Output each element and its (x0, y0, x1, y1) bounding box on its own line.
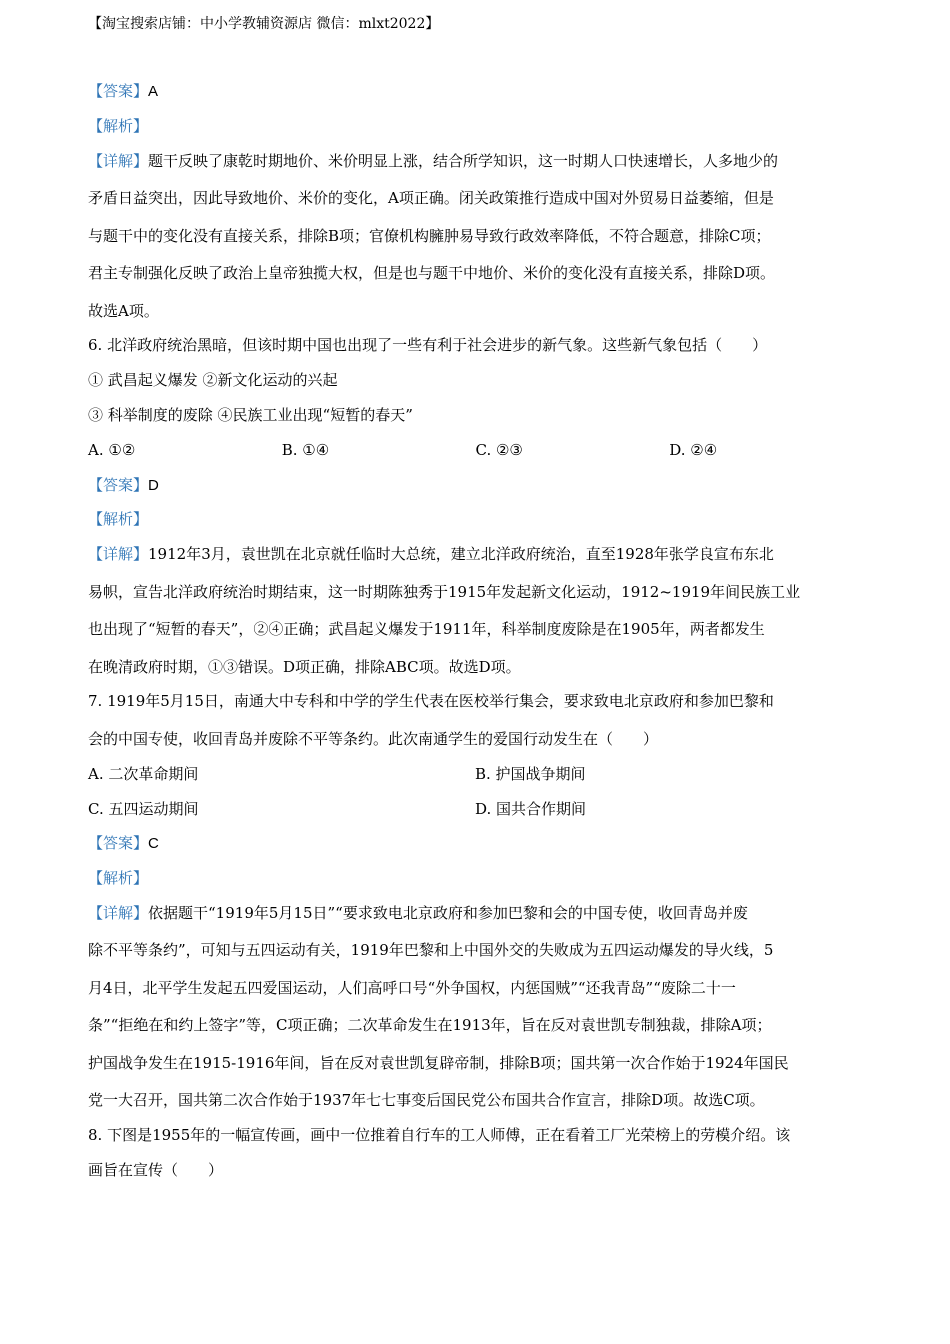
q5-answer: 【答案】A (88, 82, 159, 100)
q6-item-line: ③ 科举制度的废除 ④民族工业出现“短暂的春天” (88, 405, 413, 424)
q8-stem-line: 画旨在宣传（ ） (88, 1161, 224, 1180)
q7-option-d: D. 国共合作期间 (475, 799, 587, 818)
q6-item-line: ① 武昌起义爆发 ②新文化运动的兴起 (88, 371, 338, 390)
q5-detail-line: 【详解】题干反映了康乾时期地价、米价明显上涨，结合所学知识，这一时期人口快速增长，人多地少的 (88, 151, 779, 170)
q7-stem-line: 会的中国专使，收回青岛并废除不平等条约。此次南通学生的爱国行动发生在（ ） (88, 729, 659, 748)
q7-options-row (88, 761, 863, 796)
q5-detail-line: 故选A项。 (88, 301, 159, 320)
q7-detail-line: 【详解】依据题干“1919年5月15日”“要求致电北京政府和参加巴黎和会的中国专使，收回青岛并废 (88, 903, 748, 922)
q7-stem-line: 7. 1919年5月15日，南通大中专科和中学的学生代表在医校举行集会，要求致电北京政府和参加巴黎和 (88, 692, 774, 711)
q6-detail-line: 在晚清政府时期，①③错误。D项正确，排除ABC项。故选D项。 (88, 657, 521, 676)
q5-detail-line: 与题干中的变化没有直接关系，排除B项；官僚机构臃肿易导致行政效率降低，不符合题意，排除C项； (88, 226, 771, 245)
q7-answer: 【答案】C (88, 834, 159, 853)
q6-option-d: D. ②④ (669, 440, 718, 459)
q8-stem-line: 8. 下图是1955年的一幅宣传画，画中一位推着自行车的工人师傅，正在看着工厂光荣榜上的劳模介绍。该 (88, 1126, 791, 1145)
q7-option-c: C. 五四运动期间 (88, 799, 199, 818)
q7-detail-line: 党一大召开，国共第二次合作始于1937年七七事变后国民党公布国共合作宣言，排除D项。故选C项。 (88, 1091, 765, 1110)
page-header: 【淘宝搜索店铺：中小学教辅资源店 微信：mlxt2022】 (88, 16, 440, 32)
q7-analysis-label: 【解析】 (88, 869, 149, 888)
q6-option-b: B. ①④ (281, 440, 330, 459)
q6-analysis-label: 【解析】 (88, 510, 149, 529)
q6-detail-line: 也出现了“短暂的春天”，②④正确；武昌起义爆发于1911年，科举制度废除是在1905年，两者都发生 (88, 620, 765, 639)
q6-detail-line: 易帜，宣告北洋政府统治时期结束，这一时期陈独秀于1915年发起新文化运动，1912~1919年间民族工业 (88, 582, 801, 601)
q6-detail-line: 【详解】1912年3月，袁世凯在北京就任临时大总统，建立北洋政府统治，直至1928年张学良宣布东北 (88, 545, 774, 564)
q5-analysis-label: 【解析】 (88, 116, 149, 135)
q7-detail-line: 条”“拒绝在和约上签字”等，C项正确；二次革命发生在1913年，旨在反对袁世凯专制独裁，排除A项； (88, 1016, 772, 1035)
q6-options (88, 437, 863, 472)
q6-answer: 【答案】D (88, 475, 159, 494)
q6-option-c: C. ②③ (475, 440, 523, 459)
q7-option-a: A. 二次革命期间 (88, 764, 199, 783)
q7-detail-line: 月4日，北平学生发起五四爱国运动，人们高呼口号“外争国权，内惩国贼”“还我青岛”“废除二十一 (88, 978, 736, 997)
q7-detail-line: 护国战争发生在1915-1916年间，旨在反对袁世凯复辟帝制，排除B项；国共第一次合作始于1924年国民 (88, 1053, 789, 1072)
q7-detail-line: 除不平等条约”，可知与五四运动有关，1919年巴黎和上中国外交的失败成为五四运动爆发的导火线，5 (88, 941, 774, 960)
q7-option-b: B. 护国战争期间 (475, 764, 586, 783)
q6-stem: 6. 北洋政府统治黑暗，但该时期中国也出现了一些有利于社会进步的新气象。这些新气象包括（ ） (88, 336, 768, 355)
q5-detail-line: 矛盾日益突出，因此导致地价、米价的变化，A项正确。闭关政策推行造成中国对外贸易日益萎缩，但是 (88, 189, 774, 208)
page-content (88, 78, 863, 1192)
q6-option-a: A. ①② (88, 440, 136, 459)
q5-detail-line: 君主专制强化反映了政治上皇帝独揽大权，但是也与题干中地价、米价的变化没有直接关系，排除D项。 (88, 264, 776, 283)
q7-options-row (88, 796, 863, 831)
